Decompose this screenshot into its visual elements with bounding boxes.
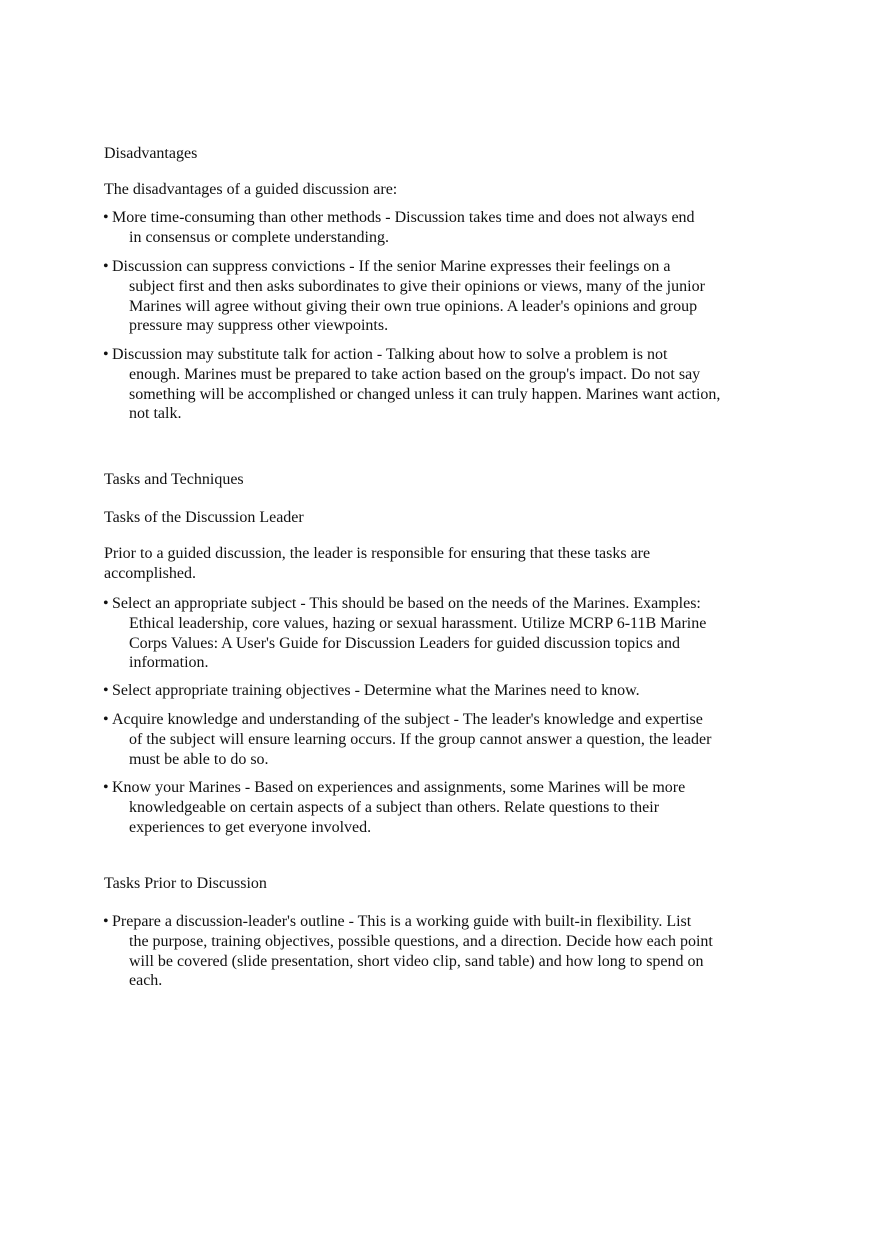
bullet-item-line: Know your Marines - Based on experiences and assignments, some Marines will be more [112, 779, 686, 796]
bullet-icon: • [103, 779, 109, 796]
bullet-item-line: experiences to get everyone involved. [129, 818, 372, 836]
section-heading: Disadvantages [104, 145, 198, 162]
bullet-item-line: Acquire knowledge and understanding of the subject - The leader's knowledge and expertise [112, 711, 703, 728]
bullet-item-line: Select an appropriate subject - This should be based on the needs of the Marines. Examples: [112, 595, 701, 612]
bullet-item-line: each. [129, 972, 163, 990]
bullet-item-line: of the subject will ensure learning occurs. If the group cannot answer a question, the leader [129, 730, 712, 748]
paragraph-line: Prior to a guided discussion, the leader is responsible for ensuring that these tasks are [104, 545, 651, 562]
bullet-icon: • [103, 913, 109, 930]
bullet-item-line: Ethical leadership, core values, hazing or sexual harassment. Utilize MCRP 6-11B Marine [129, 614, 707, 632]
paragraph-line: The disadvantages of a guided discussion are: [104, 181, 398, 198]
bullet-item-line: Discussion may substitute talk for action - Talking about how to solve a problem is not [112, 346, 668, 363]
bullet-icon: • [103, 595, 109, 612]
bullet-item-line: something will be accomplished or changed unless it can truly happen. Marines want action, [129, 385, 721, 403]
bullet-item-line: not talk. [129, 405, 182, 423]
bullet-icon: • [103, 711, 109, 728]
bullet-item-line: pressure may suppress other viewpoints. [129, 317, 389, 335]
bullet-icon: • [103, 346, 109, 363]
bullet-item-line: the purpose, training objectives, possible questions, and a direction. Decide how each point [129, 932, 713, 950]
bullet-item-line: in consensus or complete understanding. [129, 228, 389, 246]
bullet-icon: • [103, 209, 109, 226]
bullet-icon: • [103, 682, 109, 699]
section-heading: Tasks of the Discussion Leader [104, 509, 304, 526]
bullet-item-line: Discussion can suppress convictions - If the senior Marine expresses their feelings on a [112, 258, 671, 275]
section-heading: Tasks Prior to Discussion [104, 875, 267, 892]
paragraph-line: accomplished. [104, 564, 196, 582]
section-heading: Tasks and Techniques [104, 471, 244, 488]
bullet-item-line: enough. Marines must be prepared to take action based on the group's impact. Do not say [129, 365, 701, 383]
bullet-item-line: Corps Values: A User's Guide for Discussion Leaders for guided discussion topics and [129, 634, 680, 652]
bullet-item-line: Select appropriate training objectives - Determine what the Marines need to know. [112, 682, 640, 699]
bullet-item-line: knowledgeable on certain aspects of a subject than others. Relate questions to their [129, 798, 660, 816]
bullet-icon: • [103, 258, 109, 275]
bullet-item-line: subject first and then asks subordinates to give their opinions or views, many of the junior [129, 277, 705, 295]
bullet-item-line: must be able to do so. [129, 750, 269, 768]
bullet-item-line: Marines will agree without giving their own true opinions. A leader's opinions and group [129, 297, 698, 315]
bullet-item-line: Prepare a discussion-leader's outline - This is a working guide with built-in flexibility. List [112, 913, 692, 930]
bullet-item-line: will be covered (slide presentation, short video clip, sand table) and how long to spend on [129, 952, 704, 970]
bullet-item-line: information. [129, 654, 209, 672]
bullet-item-line: More time-consuming than other methods - Discussion takes time and does not always end [112, 209, 695, 226]
